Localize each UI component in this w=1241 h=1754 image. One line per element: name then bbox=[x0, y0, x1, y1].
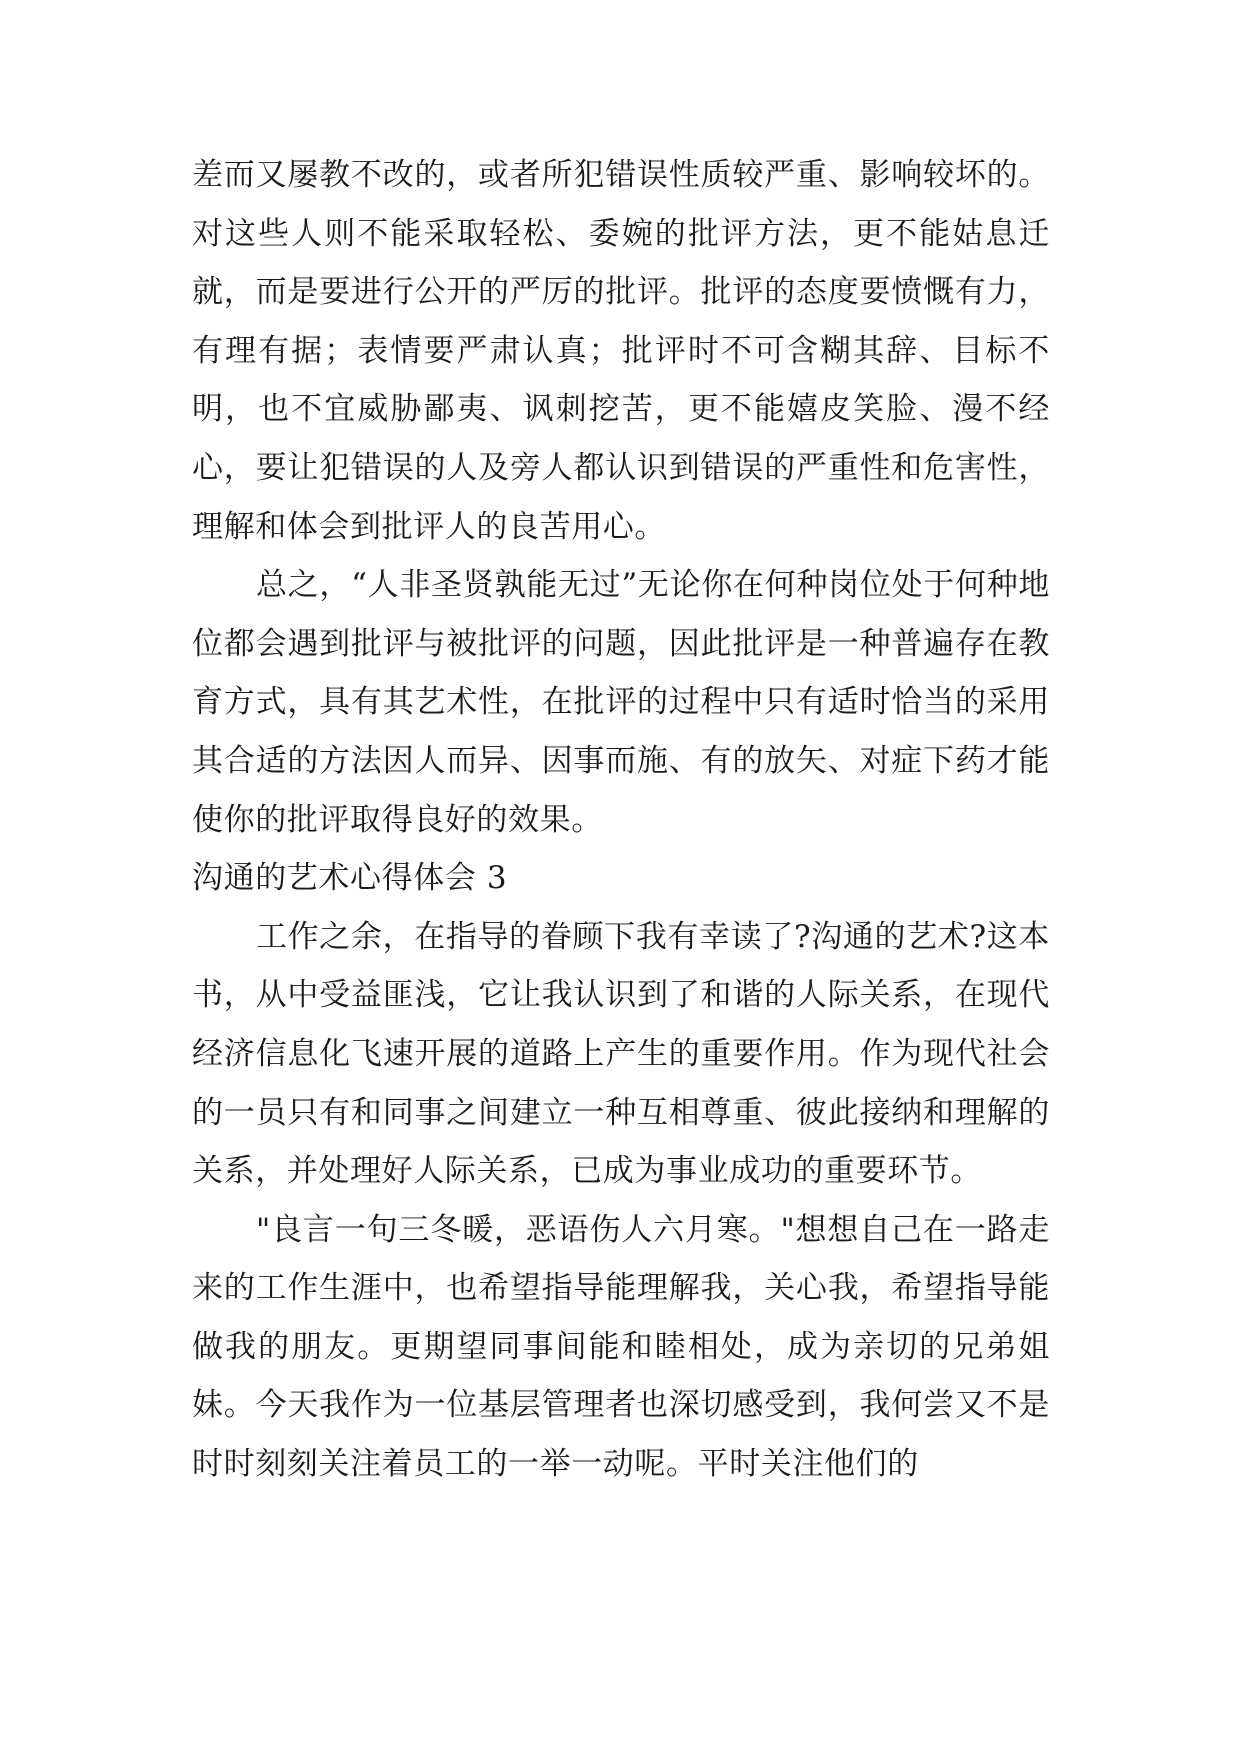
section-heading: 沟通的艺术心得体会 3 bbox=[192, 860, 508, 897]
body-paragraph: 工作之余，在指导的眷顾下我有幸读了?沟通的艺术?这本书，从中受益匪浅，它让我认识到了和谐的人际关系，在现代经济信息化飞速开展的道路上产生的重要作用。作为现代社会的一员只有和同事之间建立一种互相尊重、彼此接纳和理解的关系，并处理好人际关系，已成为事业成功的重要环节。 bbox=[192, 918, 1050, 1190]
body-paragraph: "良言一句三冬暖，恶语伤人六月寒。"想想自己在一路走来的工作生涯中，也希望指导能理解我，关心我，希望指导能做我的朋友。更期望同事间能和睦相处，成为亲切的兄弟姐妹。今天我作为一位基层管理者也深切感受到，我何尝又不是时时刻刻关注着员工的一举一动呢。平时关注他们的 bbox=[192, 1211, 1050, 1483]
document-page bbox=[192, 146, 1050, 1494]
body-paragraph: 差而又屡教不改的，或者所犯错误性质较严重、影响较坏的。对这些人则不能采取轻松、委婉的批评方法，更不能姑息迁就，而是要进行公开的严厉的批评。批评的态度要愤慨有力，有理有据；表情要严肃认真；批评时不可含糊其辞、目标不明，也不宜威胁鄙夷、讽刺挖苦，更不能嬉皮笑脸、漫不经心，要让犯错误的人及旁人都认识到错误的严重性和危害性，理解和体会到批评人的良苦用心。 bbox=[192, 157, 1050, 545]
body-paragraph: 总之，“人非圣贤孰能无过”无论你在何种岗位处于何种地位都会遇到批评与被批评的问题，因此批评是一种普遍存在教育方式，具有其艺术性，在批评的过程中只有适时恰当的采用其合适的方法因人而异、因事而施、有的放矢、对症下药才能使你的批评取得良好的效果。 bbox=[192, 567, 1050, 838]
